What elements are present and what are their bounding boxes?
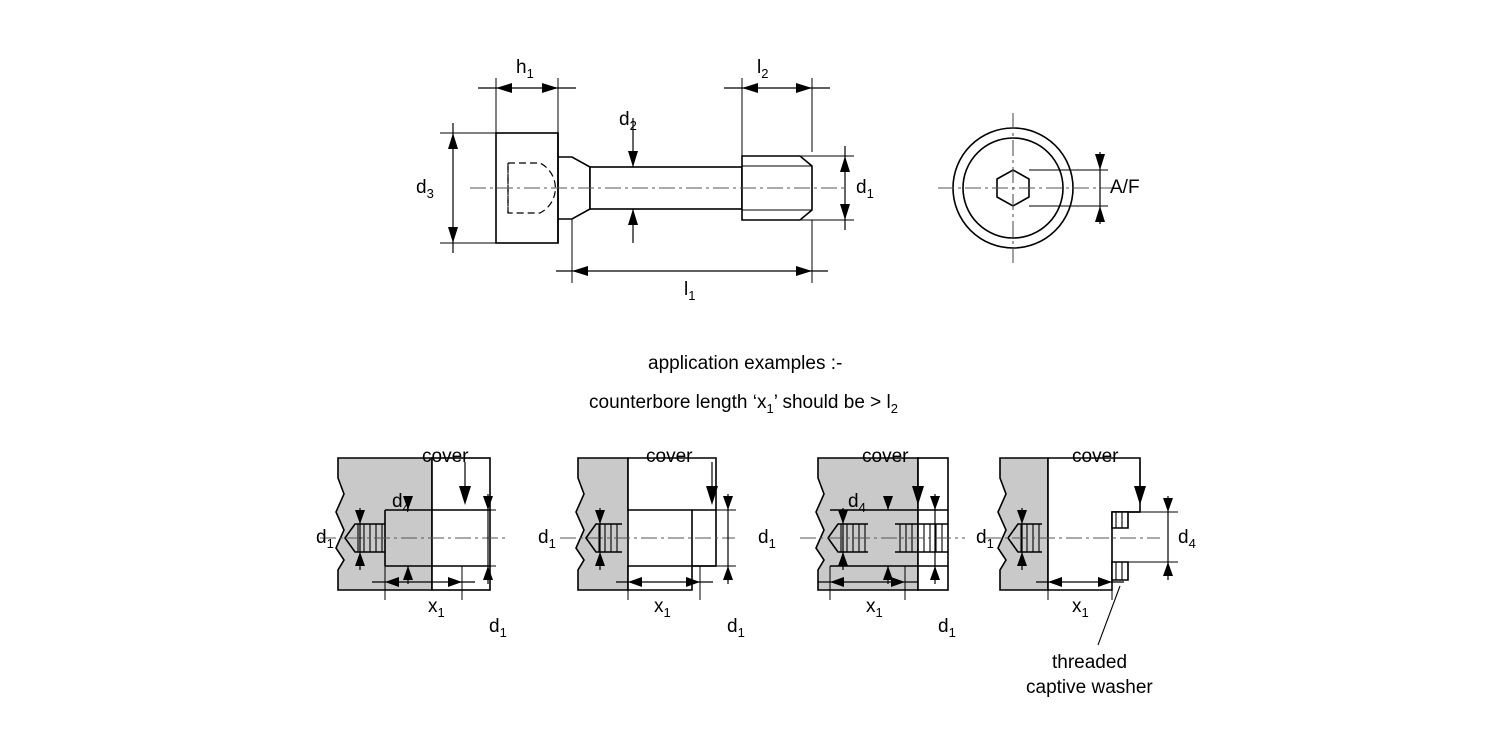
dim-label-d2: $d_2$ — [619, 109, 637, 133]
example-4-label-d4-right: $d_4$ — [1178, 527, 1196, 551]
example-3-label-d4: $d_4$ — [848, 491, 866, 515]
dim-label-d1: $d_1$ — [856, 177, 874, 201]
example-4-cover-label: cover — [1072, 446, 1119, 467]
example-1-label-x1: $x_1$ — [428, 596, 445, 620]
dim-label-h1: $h_1$ — [516, 57, 534, 81]
dim-label-l1: $l_1$ — [684, 279, 696, 303]
example-4-callout-line2: captive washer — [1026, 677, 1153, 698]
example-4-label-d1-left: $d_1$ — [976, 527, 994, 551]
example-1-label-d4: $d_4$ — [392, 491, 410, 515]
example-1-cover-label: cover — [422, 446, 469, 467]
example-1-label-d1-left: $d_1$ — [316, 527, 334, 551]
example-3-cover-label: cover — [862, 446, 909, 467]
dim-label-l2: $l_2$ — [757, 57, 769, 81]
example-4-callout-line1: threaded — [1052, 652, 1128, 673]
example-3-label-d1-left: $d_1$ — [758, 527, 776, 551]
example-2-label-x1: $x_1$ — [654, 596, 671, 620]
example-3-label-d1-bottom: $d_1$ — [938, 616, 956, 640]
example-4-label-x1: $x_1$ — [1072, 596, 1089, 620]
note-application-examples: application examples :- — [648, 353, 843, 374]
example-2-label-d1-left: $d_1$ — [538, 527, 556, 551]
example-3-label-x1: $x_1$ — [866, 596, 883, 620]
dim-label-across-flats: A/F — [1110, 177, 1140, 198]
example-2-cover-label: cover — [646, 446, 693, 467]
example-2-label-d1-bottom: $d_1$ — [727, 616, 745, 640]
dim-label-d3: $d_3$ — [416, 177, 434, 201]
note-counterbore-length: counterbore length ‘$x_1$’ should be > $l_2$ — [589, 392, 898, 416]
example-1-label-d1-bottom: $d_1$ — [489, 616, 507, 640]
